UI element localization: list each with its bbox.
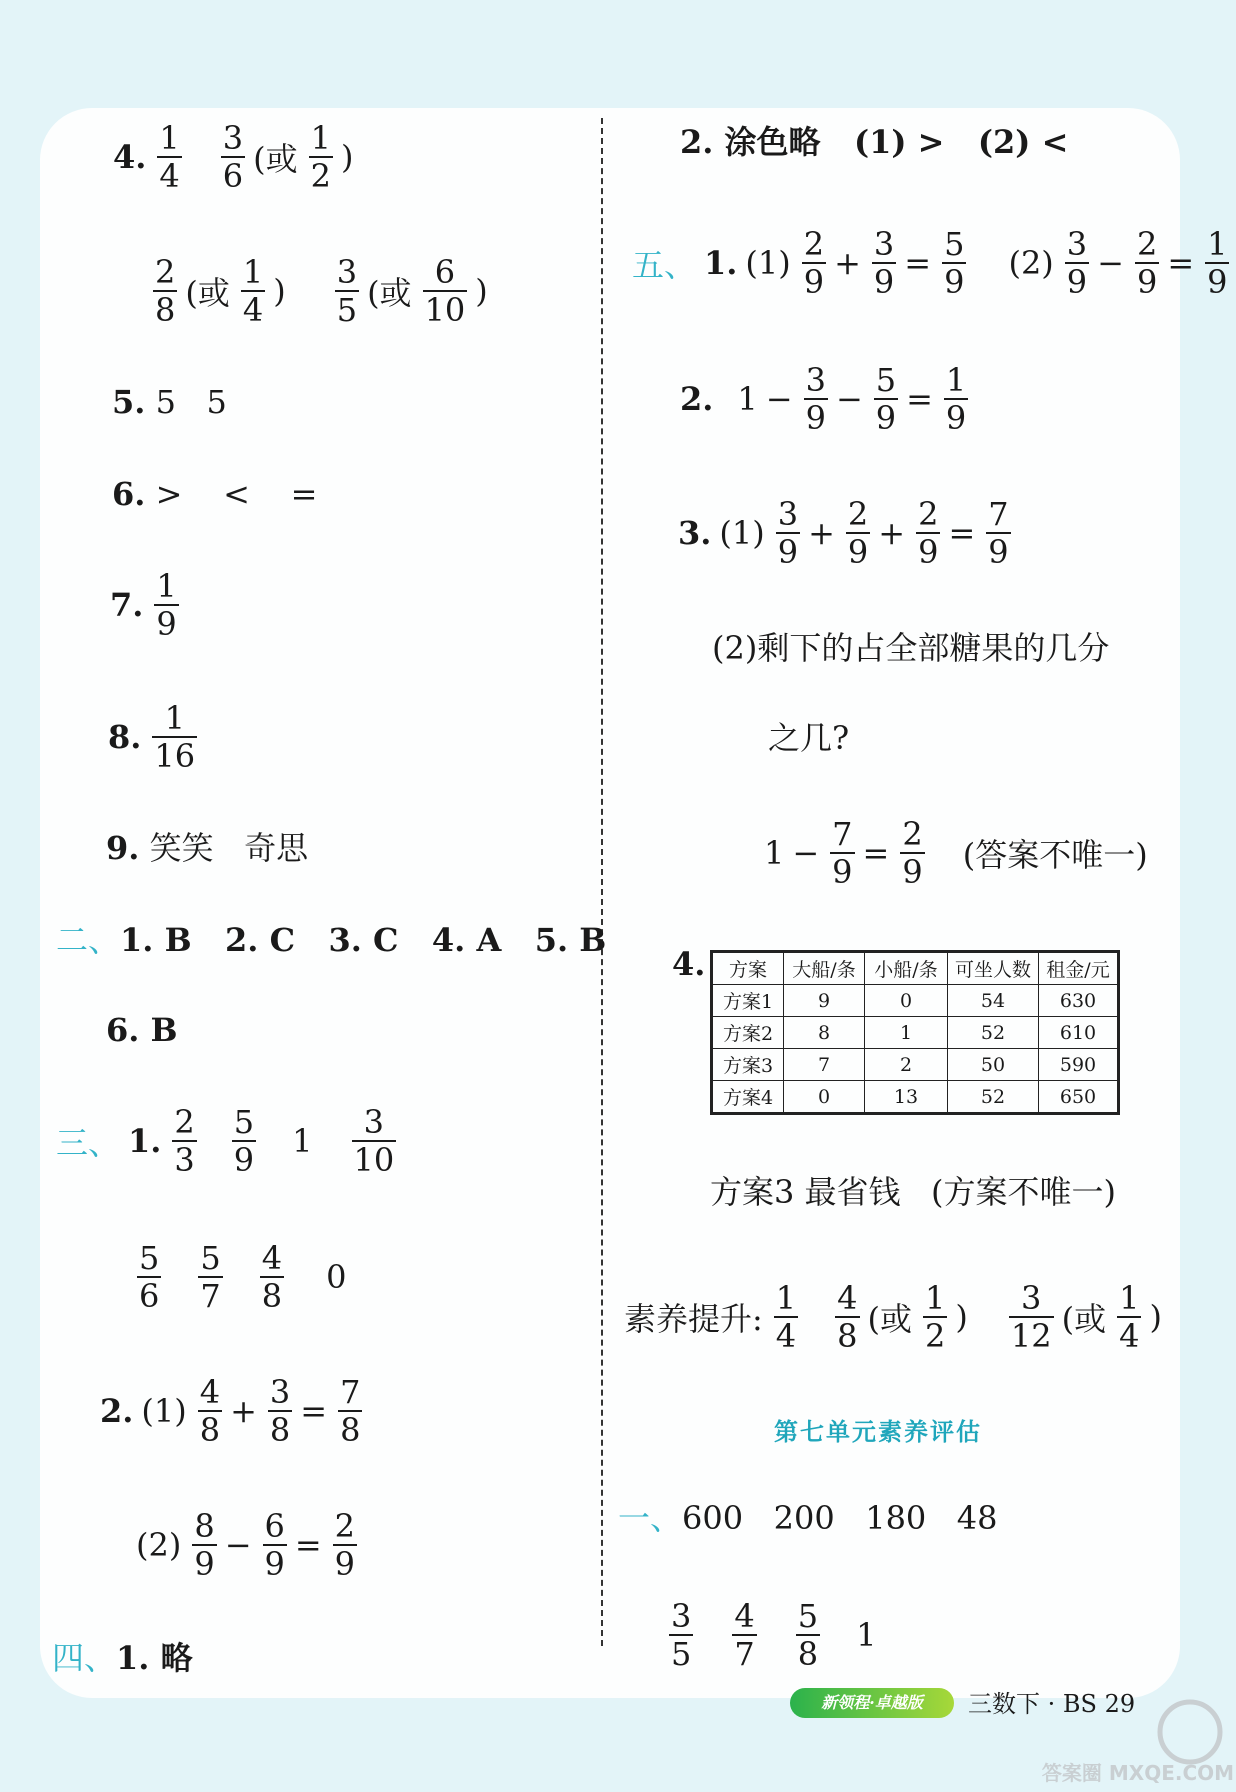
section-2 [56, 920, 606, 960]
numerator: 3 [777, 495, 799, 533]
denominator: 4 [775, 1317, 797, 1355]
fraction [172, 1103, 196, 1179]
fraction [1009, 1279, 1054, 1355]
fraction [263, 1507, 287, 1583]
numerator: 1 [159, 119, 180, 157]
section-1-label: 一、 [618, 1499, 683, 1537]
section-4-label: 四、 [52, 1639, 117, 1677]
brand-badge: 新领程·卓越版 [790, 1688, 954, 1718]
denominator: 8 [199, 1411, 221, 1449]
section-2-q6: 6. B [106, 1011, 178, 1049]
equals-sign: = [948, 514, 976, 552]
table-cell: 9 [784, 985, 865, 1017]
whole-number: 1 [764, 834, 785, 872]
denominator: 9 [805, 399, 826, 437]
section-4-answer: 1. 略 [116, 1639, 193, 1677]
denominator: 9 [156, 605, 177, 643]
table-cell: 54 [948, 985, 1039, 1017]
numerator: 4 [734, 1597, 755, 1635]
table-cell: 方案2 [712, 1017, 784, 1049]
denominator: 8 [261, 1277, 283, 1315]
fraction [944, 361, 968, 437]
unit-section-1-fractions [666, 1597, 884, 1673]
left-q8 [108, 699, 205, 775]
fraction [804, 361, 828, 437]
q3-number: 3. [678, 514, 712, 552]
or-text: (或 [367, 274, 412, 312]
numerator: 5 [944, 225, 965, 263]
table-header: 租金/元 [1039, 952, 1119, 985]
equals-sign: = [294, 1526, 322, 1564]
section-3-label: 三、 [56, 1124, 121, 1162]
denominator: 9 [1136, 263, 1158, 301]
table-cell: 13 [865, 1081, 948, 1114]
table-header: 可坐人数 [948, 952, 1039, 985]
close-paren: ) [340, 138, 354, 176]
numerator: 1 [1207, 225, 1228, 263]
denominator: 7 [734, 1635, 755, 1673]
fraction [153, 253, 177, 329]
q2-number: 2. [100, 1392, 134, 1430]
close-paren: ) [273, 272, 286, 310]
numerator: 1 [945, 361, 967, 399]
numerator: 5 [200, 1239, 221, 1277]
numerator: 3 [222, 119, 244, 157]
or-text: (或 [185, 274, 230, 312]
denominator: 9 [873, 263, 895, 301]
denominator: 9 [832, 853, 853, 891]
fraction [192, 1507, 216, 1583]
q5-answer: 5 5 [155, 383, 227, 421]
table-row [712, 1081, 1119, 1114]
denominator: 9 [334, 1545, 356, 1583]
table-row [712, 1049, 1119, 1081]
plus-sign: + [230, 1392, 257, 1430]
table-cell: 1 [865, 1017, 948, 1049]
left-q6 [112, 474, 317, 514]
section-5-label: 五、 [632, 246, 697, 284]
q4-number: 4. [113, 138, 147, 176]
denominator: 8 [155, 291, 176, 329]
numerator: 2 [334, 1507, 356, 1545]
numerator: 2 [918, 495, 939, 533]
fraction [916, 495, 940, 571]
table-row [712, 985, 1119, 1017]
equals-sign: = [906, 380, 933, 418]
fraction [1117, 1279, 1141, 1355]
q1-number: 1. [128, 1122, 162, 1160]
q1-number: 1. [704, 244, 738, 282]
section-3-line2 [134, 1239, 354, 1315]
fraction [923, 1279, 947, 1355]
numerator: 6 [434, 253, 456, 291]
minus-sign: − [792, 834, 820, 872]
numerator: 2 [803, 225, 825, 263]
whole-number: 1 [292, 1122, 313, 1160]
section-2-label: 二、 [56, 921, 121, 959]
plus-sign: + [834, 244, 861, 282]
left-q9 [106, 828, 308, 868]
numerator: 2 [847, 495, 869, 533]
fraction [669, 1597, 693, 1673]
table-header: 大船/条 [784, 952, 865, 985]
q3-part2-answer [764, 815, 1156, 891]
table-header-row [712, 952, 1119, 985]
table-cell: 7 [784, 1049, 865, 1081]
denominator: 2 [925, 1317, 946, 1355]
numerator: 3 [1021, 1279, 1042, 1317]
fraction [221, 119, 245, 195]
numerator: 3 [363, 1103, 385, 1141]
answer-note: (答案不唯一) [962, 836, 1148, 874]
denominator: 8 [797, 1635, 819, 1673]
or-text: (或 [1061, 1300, 1107, 1338]
denominator: 9 [918, 533, 939, 571]
fraction [1065, 225, 1089, 301]
fraction [333, 1507, 357, 1583]
denominator: 10 [424, 291, 466, 329]
left-q5 [112, 382, 227, 422]
table-cell: 590 [1039, 1049, 1119, 1081]
denominator: 9 [847, 533, 869, 571]
table-cell: 630 [1039, 985, 1119, 1017]
q9-answer: 笑笑 奇思 [149, 829, 309, 867]
fraction [846, 495, 870, 571]
numerator: 7 [340, 1373, 361, 1411]
table-cell: 0 [865, 985, 948, 1017]
close-paren: ) [475, 272, 488, 310]
suyang-label: 素养提升: [624, 1300, 763, 1338]
section-5-q3 [678, 495, 1019, 571]
fraction [732, 1597, 756, 1673]
denominator: 9 [1207, 263, 1228, 301]
fraction [774, 1279, 798, 1355]
table-cell: 650 [1039, 1081, 1119, 1114]
denominator: 6 [139, 1277, 160, 1315]
left-q4-line2 [150, 253, 496, 329]
or-text: (或 [867, 1300, 913, 1338]
numerator: 1 [1119, 1279, 1140, 1317]
denominator: 10 [353, 1141, 395, 1179]
boat-plan-table [710, 950, 1120, 1115]
minus-sign: − [224, 1526, 252, 1564]
q7-number: 7. [110, 586, 144, 624]
q8-number: 8. [108, 718, 142, 756]
fraction [309, 119, 333, 195]
section-4 [52, 1638, 193, 1678]
denominator: 9 [803, 263, 825, 301]
numerator: 3 [1066, 225, 1088, 263]
denominator: 16 [154, 737, 196, 775]
numerator: 5 [233, 1103, 255, 1141]
fraction [157, 119, 181, 195]
fraction [232, 1103, 256, 1179]
table-header: 方案 [712, 952, 784, 985]
fraction [1205, 225, 1229, 301]
watermark-circle [1160, 1702, 1220, 1762]
q5-number: 5. [112, 383, 146, 421]
section-2-answers: 1. B 2. C 3. C 4. A 5. B [120, 921, 607, 959]
denominator: 5 [671, 1635, 692, 1673]
section-5-q2 [680, 361, 976, 437]
denominator: 9 [1066, 263, 1088, 301]
denominator: 7 [200, 1277, 221, 1315]
numerator: 2 [902, 815, 923, 853]
numerator: 8 [194, 1507, 215, 1545]
denominator: 8 [269, 1411, 291, 1449]
minus-sign: − [1097, 244, 1124, 282]
fraction [152, 699, 197, 775]
table-cell: 方案1 [712, 985, 784, 1017]
watermark-logo [1040, 1694, 1236, 1792]
q4-conclusion: 方案3 最省钱 (方案不唯一) [710, 1173, 1117, 1211]
table-cell: 方案4 [712, 1081, 784, 1114]
page-footer: 三数下 · BS 29 [968, 1690, 1136, 1718]
close-paren: ) [955, 1298, 968, 1336]
close-paren: ) [1149, 1298, 1162, 1336]
part-label: (1) [141, 1392, 187, 1430]
minus-sign: − [765, 380, 793, 418]
plus-sign: + [808, 514, 835, 552]
watermark-text: 答案圈 MXQE.COM [1041, 1761, 1235, 1785]
table-cell: 52 [948, 1081, 1039, 1114]
fraction [776, 495, 800, 571]
denominator: 9 [777, 533, 799, 571]
table-cell: 610 [1039, 1017, 1119, 1049]
fraction [874, 361, 898, 437]
answer-sheet [40, 108, 1180, 1698]
fraction [198, 1373, 222, 1449]
table-header: 小船/条 [865, 952, 948, 985]
q3-part2-question-cont: 之几? [768, 719, 850, 757]
numerator: 1 [156, 567, 177, 605]
or-text: (或 [253, 140, 298, 178]
numerator: 1 [164, 699, 185, 737]
denominator: 2 [310, 157, 331, 195]
fraction [423, 253, 468, 329]
numerator: 4 [261, 1239, 283, 1277]
denominator: 3 [174, 1141, 195, 1179]
equals-sign: = [1167, 244, 1195, 282]
numerator: 7 [832, 815, 853, 853]
q6-number: 6. [112, 475, 146, 513]
denominator: 8 [837, 1317, 858, 1355]
denominator: 8 [340, 1411, 361, 1449]
denominator: 4 [1119, 1317, 1140, 1355]
whole-number: 1 [856, 1616, 877, 1654]
q4-number: 4. [672, 945, 706, 983]
denominator: 4 [159, 157, 180, 195]
table-cell: 方案3 [712, 1049, 784, 1081]
numerator: 6 [264, 1507, 285, 1545]
numerator: 1 [775, 1279, 797, 1317]
fraction [802, 225, 826, 301]
q2-number: 2. [680, 380, 714, 418]
column-divider [601, 118, 603, 1646]
equals-sign: = [862, 834, 890, 872]
numerator: 3 [805, 361, 826, 399]
denominator: 9 [988, 533, 1009, 571]
numerator: 7 [988, 495, 1009, 533]
equals-sign: = [904, 244, 932, 282]
section-1-answers: 600 200 180 48 [682, 1499, 998, 1537]
fraction [198, 1239, 222, 1315]
fraction [137, 1239, 161, 1315]
plus-sign: + [878, 514, 906, 552]
denominator: 9 [945, 399, 967, 437]
q3-part2-question: (2)剩下的占全部糖果的几分 [712, 629, 1110, 667]
numerator: 2 [174, 1103, 195, 1141]
denominator: 5 [336, 291, 358, 329]
numerator: 5 [139, 1239, 160, 1277]
fraction [942, 225, 966, 301]
suyang-tisheng [624, 1279, 1170, 1355]
denominator: 9 [233, 1141, 255, 1179]
fraction [1135, 225, 1159, 301]
fraction [268, 1373, 292, 1449]
section-5-q1 [632, 225, 1236, 301]
table-row [712, 1017, 1119, 1049]
right-q2: 2. 涂色略 (1) > (2) < [680, 123, 1069, 161]
denominator: 9 [194, 1545, 215, 1583]
part-label: (2) [136, 1526, 182, 1564]
denominator: 9 [875, 399, 897, 437]
numerator: 1 [242, 253, 264, 291]
equals-sign: = [300, 1392, 328, 1430]
fraction [830, 815, 854, 891]
table-cell: 2 [865, 1049, 948, 1081]
denominator: 9 [944, 263, 965, 301]
fraction [900, 815, 924, 891]
fraction [986, 495, 1010, 571]
fraction [335, 253, 359, 329]
table-cell: 0 [784, 1081, 865, 1114]
numerator: 3 [336, 253, 358, 291]
q9-number: 9. [106, 829, 140, 867]
part-label: (2) [1008, 244, 1054, 282]
numerator: 2 [155, 253, 176, 291]
numerator: 4 [837, 1279, 858, 1317]
left-q4-line1 [113, 119, 361, 195]
numerator: 5 [875, 361, 897, 399]
numerator: 3 [269, 1373, 291, 1411]
denominator: 6 [222, 157, 244, 195]
table-cell: 52 [948, 1017, 1039, 1049]
section-3-q2-line2 [136, 1507, 365, 1583]
unit-section-1 [618, 1498, 998, 1538]
numerator: 4 [199, 1373, 221, 1411]
numerator: 1 [310, 119, 331, 157]
numerator: 1 [925, 1279, 946, 1317]
fraction [352, 1103, 397, 1179]
table-cell: 8 [784, 1017, 865, 1049]
q6-answer: > < = [155, 475, 318, 513]
whole-number: 0 [326, 1258, 347, 1296]
numerator: 5 [797, 1597, 819, 1635]
fraction [241, 253, 265, 329]
numerator: 3 [873, 225, 895, 263]
table-cell: 50 [948, 1049, 1039, 1081]
denominator: 4 [242, 291, 264, 329]
fraction [872, 225, 896, 301]
denominator: 9 [902, 853, 923, 891]
fraction [154, 567, 178, 643]
numerator: 2 [1136, 225, 1158, 263]
part-label: (1) [719, 514, 765, 552]
section-3-q2-line1 [100, 1373, 370, 1449]
fraction [338, 1373, 362, 1449]
part-label: (1) [745, 244, 791, 282]
whole-number: 1 [737, 380, 758, 418]
section-3-line1 [56, 1103, 404, 1179]
unit-title: 第七单元素养评估 [774, 1417, 982, 1446]
denominator: 9 [264, 1545, 285, 1583]
denominator: 12 [1010, 1317, 1052, 1355]
minus-sign: − [835, 380, 863, 418]
left-q7 [110, 567, 187, 643]
fraction [835, 1279, 859, 1355]
numerator: 3 [671, 1597, 692, 1635]
fraction [796, 1597, 820, 1673]
fraction [260, 1239, 284, 1315]
